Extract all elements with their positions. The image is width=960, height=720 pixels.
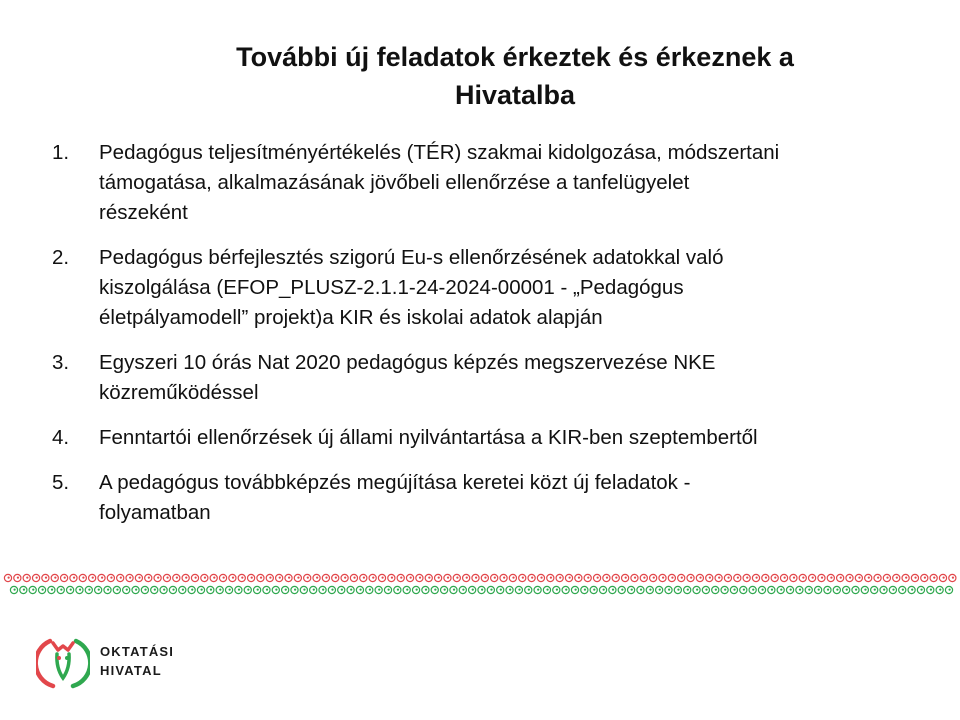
- ornament-motif-center: [868, 577, 870, 579]
- ornament-motif-center: [883, 589, 885, 591]
- ornament-motif-center: [784, 577, 786, 579]
- ornament-motif-center: [372, 577, 374, 579]
- ornament-motif-center: [874, 589, 876, 591]
- task-item-3: [52, 348, 912, 408]
- ornament-motif-center: [920, 589, 922, 591]
- ornament-motif-center: [266, 589, 268, 591]
- ornament-motif-center: [135, 589, 137, 591]
- ornament-motif-center: [129, 577, 131, 579]
- ornament-motif-center: [603, 589, 605, 591]
- ornament-motif-center: [640, 589, 642, 591]
- ornament-motif-center: [297, 577, 299, 579]
- ornament-motif-center: [911, 589, 913, 591]
- ornament-motif-center: [204, 577, 206, 579]
- ornament-motif-center: [715, 589, 717, 591]
- task-number: 3.: [52, 351, 70, 374]
- ornament-motif-center: [101, 577, 103, 579]
- ornament-motif-center: [587, 577, 589, 579]
- ornament-motif-center: [110, 577, 112, 579]
- ornament-motif-center: [518, 589, 520, 591]
- task-text-line: A pedagógus továbbképzés megújítása keretei közt új feladatok -: [99, 471, 691, 494]
- ornament-motif-center: [481, 589, 483, 591]
- ornament-motif-center: [709, 577, 711, 579]
- ornament-motif-center: [818, 589, 820, 591]
- ornament-motif-center: [444, 589, 446, 591]
- ornament-motif-center: [939, 589, 941, 591]
- green-ornament-row: [10, 586, 952, 593]
- task-number: 1.: [52, 141, 70, 164]
- ornament-motif-center: [60, 589, 62, 591]
- logo-line-1: OKTATÁSI: [100, 644, 175, 659]
- ornament-motif-center: [556, 589, 558, 591]
- ornament-motif-center: [565, 589, 567, 591]
- ornament-motif-center: [269, 577, 271, 579]
- ornament-motif-center: [812, 577, 814, 579]
- ornament-motif-center: [718, 577, 720, 579]
- ornament-motif-center: [699, 577, 701, 579]
- ornament-motif-center: [846, 589, 848, 591]
- ornament-motif-center: [8, 577, 10, 579]
- ornament-motif-center: [428, 577, 430, 579]
- task-item-5: [52, 468, 912, 528]
- ornament-motif-center: [490, 589, 492, 591]
- ornament-motif-center: [388, 589, 390, 591]
- ornament-motif-center: [537, 589, 539, 591]
- ornament-motif-center: [462, 589, 464, 591]
- ornament-motif-center: [559, 577, 561, 579]
- ornament-motif-center: [363, 577, 365, 579]
- ornament-motif-center: [836, 589, 838, 591]
- ornament-motif-center: [73, 577, 75, 579]
- ornament-motif-center: [453, 589, 455, 591]
- ornament-motif-center: [905, 577, 907, 579]
- ornament-motif-center: [578, 577, 580, 579]
- ornament-motif-center: [771, 589, 773, 591]
- ornament-motif-center: [64, 577, 66, 579]
- ornament-motif-center: [88, 589, 90, 591]
- ornament-motif-center: [210, 589, 212, 591]
- ornament-motif-center: [359, 589, 361, 591]
- ornament-motif-center: [163, 589, 165, 591]
- ornament-motif-center: [23, 589, 25, 591]
- ornament-motif-center: [406, 589, 408, 591]
- task-number: 2.: [52, 246, 70, 269]
- task-text-line: folyamatban: [99, 501, 211, 524]
- task-text-line: Egyszeri 10 órás Nat 2020 pedagógus képzés megszervezése NKE: [99, 351, 716, 374]
- task-text-line: Fenntartói ellenőrzések új állami nyilvántartása a KIR-ben szeptembertől: [99, 426, 758, 449]
- ornament-motif-center: [191, 589, 193, 591]
- ornament-motif-center: [316, 577, 318, 579]
- ornament-motif-center: [827, 589, 829, 591]
- ornament-motif-center: [251, 577, 253, 579]
- ornament-motif-center: [737, 577, 739, 579]
- ornament-motif-center: [774, 577, 776, 579]
- ornament-motif-center: [138, 577, 140, 579]
- ornament-motif-center: [877, 577, 879, 579]
- ornament-motif-center: [484, 577, 486, 579]
- task-text-line: Pedagógus bérfejlesztés szigorú Eu-s ellenőrzésének adatokkal való: [99, 246, 724, 269]
- ornament-motif-center: [447, 577, 449, 579]
- ornament-motif-center: [531, 577, 533, 579]
- ornament-motif-center: [733, 589, 735, 591]
- ornament-motif-center: [434, 589, 436, 591]
- ornament-motif-center: [475, 577, 477, 579]
- slide-title-line-1: További új feladatok érkeztek és érkeznek a: [236, 42, 794, 72]
- ornament-motif-center: [285, 589, 287, 591]
- ornament-motif-center: [500, 589, 502, 591]
- ornament-motif-center: [668, 589, 670, 591]
- ornament-motif-center: [425, 589, 427, 591]
- ornament-motif-center: [116, 589, 118, 591]
- ornament-motif-center: [166, 577, 168, 579]
- ornament-motif-center: [550, 577, 552, 579]
- ornament-motif-center: [201, 589, 203, 591]
- ornament-motif-center: [154, 589, 156, 591]
- ornament-motif-center: [335, 577, 337, 579]
- ornament-motif-center: [662, 577, 664, 579]
- ornament-motif-center: [14, 589, 16, 591]
- ornament-motif-center: [17, 577, 19, 579]
- ornament-motif-center: [382, 577, 384, 579]
- ornament-motif-center: [830, 577, 832, 579]
- ornament-motif-center: [350, 589, 352, 591]
- ornament-motif-center: [612, 589, 614, 591]
- ornament-motif-center: [494, 577, 496, 579]
- ornament-motif-center: [378, 589, 380, 591]
- ornament-motif-center: [260, 577, 262, 579]
- ornament-motif-center: [322, 589, 324, 591]
- ornament-motif-center: [756, 577, 758, 579]
- task-number: 4.: [52, 426, 70, 449]
- task-text-line: Pedagógus teljesítményértékelés (TÉR) szakmai kidolgozása, módszertani: [99, 141, 780, 164]
- ornament-motif-center: [410, 577, 412, 579]
- ornament-motif-center: [303, 589, 305, 591]
- task-list: [52, 138, 912, 543]
- ornament-motif-center: [107, 589, 109, 591]
- task-text-line: kiszolgálása (EFOP_PLUSZ-2.1.1-24-2024-00001 - „Pedagógus: [99, 276, 684, 299]
- ornament-motif-center: [172, 589, 174, 591]
- ornament-motif-center: [353, 577, 355, 579]
- ornament-motif-center: [705, 589, 707, 591]
- ornament-motif-center: [294, 589, 296, 591]
- ornament-motif-center: [219, 589, 221, 591]
- ornament-motif-center: [369, 589, 371, 591]
- task-text-line: közreműködéssel: [99, 381, 259, 404]
- ornament-motif-center: [391, 577, 393, 579]
- ornament-motif-center: [325, 577, 327, 579]
- ornament-motif-center: [42, 589, 44, 591]
- ornament-motif-center: [743, 589, 745, 591]
- ornament-motif-center: [653, 577, 655, 579]
- ornament-motif-center: [802, 577, 804, 579]
- ornament-motif-center: [288, 577, 290, 579]
- ornament-motif-center: [157, 577, 159, 579]
- ornament-motif-center: [631, 589, 633, 591]
- ornament-motif-center: [687, 589, 689, 591]
- ornament-motif-center: [690, 577, 692, 579]
- task-text-line: részeként: [99, 201, 188, 224]
- oktatasi-hivatal-logo: [36, 630, 236, 690]
- ornament-motif-center: [930, 589, 932, 591]
- ornament-motif-center: [569, 577, 571, 579]
- ornament-motif-center: [762, 589, 764, 591]
- task-text-line: támogatása, alkalmazásának jövőbeli ellenőrzése a tanfelügyelet: [99, 171, 690, 194]
- ornament-motif-center: [752, 589, 754, 591]
- ornament-motif-center: [943, 577, 945, 579]
- ornament-motif-center: [864, 589, 866, 591]
- task-item-4: [52, 423, 912, 453]
- ornament-motif-center: [659, 589, 661, 591]
- ornament-motif-center: [400, 577, 402, 579]
- ornament-motif-center: [279, 577, 281, 579]
- ornament-motif-center: [855, 589, 857, 591]
- ornament-motif-center: [634, 577, 636, 579]
- ornament-motif-center: [914, 577, 916, 579]
- ornament-motif-center: [438, 577, 440, 579]
- ornament-motif-center: [148, 577, 150, 579]
- ornament-motif-center: [341, 589, 343, 591]
- ornament-motif-center: [331, 589, 333, 591]
- ornament-motif-center: [126, 589, 128, 591]
- ornament-motif-center: [896, 577, 898, 579]
- ornament-motif-center: [232, 577, 234, 579]
- ornament-motif-center: [275, 589, 277, 591]
- logo-line-2: HIVATAL: [100, 663, 162, 678]
- ornament-motif-center: [466, 577, 468, 579]
- ornament-motif-center: [606, 577, 608, 579]
- ornament-motif-center: [241, 577, 243, 579]
- ornament-motif-center: [32, 589, 34, 591]
- ornament-motif-center: [223, 577, 225, 579]
- ornament-motif-center: [952, 577, 954, 579]
- ornament-motif-center: [724, 589, 726, 591]
- ornament-motif-center: [849, 577, 851, 579]
- ornament-motif-center: [238, 589, 240, 591]
- ornament-motif-center: [597, 577, 599, 579]
- ornament-motif-center: [98, 589, 100, 591]
- ornament-motif-center: [681, 577, 683, 579]
- ornament-motif-center: [247, 589, 249, 591]
- ornament-motif-center: [344, 577, 346, 579]
- ornament-motif-center: [51, 589, 53, 591]
- ornament-motif-center: [416, 589, 418, 591]
- ornament-motif-center: [780, 589, 782, 591]
- ornament-motif-center: [185, 577, 187, 579]
- ornament-motif-center: [793, 577, 795, 579]
- ornament-motif-center: [790, 589, 792, 591]
- ornament-motif-center: [746, 577, 748, 579]
- ornament-motif-center: [892, 589, 894, 591]
- ornament-motif-center: [79, 589, 81, 591]
- ornament-motif-center: [933, 577, 935, 579]
- ornament-motif-center: [45, 577, 47, 579]
- ornament-motif-center: [195, 577, 197, 579]
- ornament-motif-center: [799, 589, 801, 591]
- ornament-motif-center: [182, 589, 184, 591]
- slide-title: [150, 38, 880, 114]
- ornament-motif-center: [584, 589, 586, 591]
- ornament-motif-center: [144, 589, 146, 591]
- ornament-motif-center: [821, 577, 823, 579]
- ornament-motif-center: [643, 577, 645, 579]
- ornament-motif-center: [503, 577, 505, 579]
- task-item-1: [52, 138, 912, 228]
- slide-title-line-2: Hivatalba: [454, 80, 576, 110]
- ornament-motif-center: [615, 577, 617, 579]
- ornament-motif-center: [82, 577, 84, 579]
- ornament-motif-center: [176, 577, 178, 579]
- owl-logo-icon: [36, 630, 90, 690]
- ornament-motif-center: [257, 589, 259, 591]
- ornament-motif-center: [522, 577, 524, 579]
- ornament-motif-center: [625, 577, 627, 579]
- ornament-motif-center: [397, 589, 399, 591]
- ornament-motif-center: [70, 589, 72, 591]
- ornament-motif-center: [696, 589, 698, 591]
- ornament-motif-center: [472, 589, 474, 591]
- ornament-motif-center: [902, 589, 904, 591]
- ornament-motif-center: [313, 589, 315, 591]
- task-text-line: életpályamodell” projekt)a KIR és iskolai adatok alapján: [99, 306, 603, 329]
- ornament-motif-center: [229, 589, 231, 591]
- ornament-motif-center: [26, 577, 28, 579]
- ornament-motif-center: [528, 589, 530, 591]
- task-number: 5.: [52, 471, 70, 494]
- logo-wordmark: [100, 642, 174, 680]
- ornament-motif-center: [54, 577, 56, 579]
- ornament-motif-center: [540, 577, 542, 579]
- ornament-motif-center: [886, 577, 888, 579]
- ornament-motif-center: [509, 589, 511, 591]
- ornament-motif-center: [649, 589, 651, 591]
- red-ornament-row: [4, 574, 956, 581]
- ornament-motif-center: [949, 589, 951, 591]
- ornament-motif-center: [593, 589, 595, 591]
- ornament-motif-center: [120, 577, 122, 579]
- ornament-motif-center: [92, 577, 94, 579]
- ornament-motif-center: [213, 577, 215, 579]
- ornament-motif-center: [840, 577, 842, 579]
- ornament-motif-center: [677, 589, 679, 591]
- ornament-motif-center: [671, 577, 673, 579]
- ornament-motif-center: [546, 589, 548, 591]
- ornament-motif-center: [765, 577, 767, 579]
- ornament-motif-center: [512, 577, 514, 579]
- ornament-motif-center: [456, 577, 458, 579]
- ornament-motif-center: [858, 577, 860, 579]
- ornament-motif-center: [419, 577, 421, 579]
- ornament-motif-center: [575, 589, 577, 591]
- ornament-motif-center: [727, 577, 729, 579]
- decorative-border-strip: [0, 571, 960, 599]
- ornament-motif-center: [924, 577, 926, 579]
- ornament-motif-center: [808, 589, 810, 591]
- ornament-motif-center: [36, 577, 38, 579]
- ornament-motif-center: [621, 589, 623, 591]
- task-item-2: [52, 243, 912, 333]
- ornament-motif-center: [307, 577, 309, 579]
